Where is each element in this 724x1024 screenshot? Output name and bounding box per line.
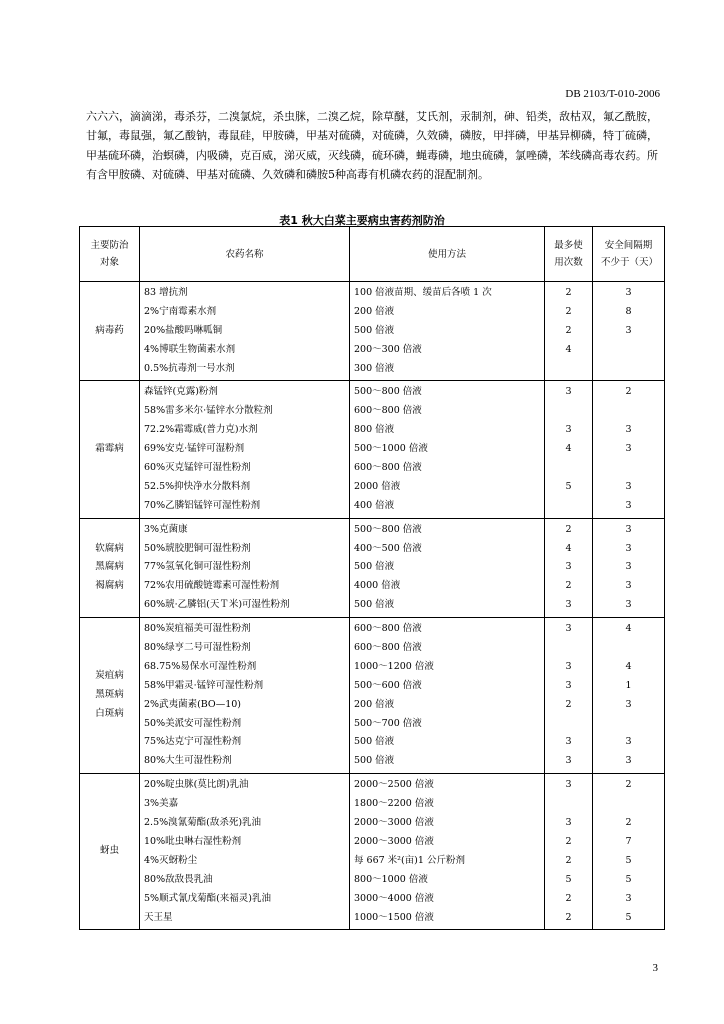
max-times-line: 2 <box>565 305 572 317</box>
pesticide-name-line: 80%炭疽福美可湿性粉剂 <box>144 623 251 635</box>
pesticide-name-line: 58%甲霜灵·锰锌可湿性粉剂 <box>144 679 264 691</box>
usage-method-line: 200 倍液 <box>354 305 395 317</box>
max-times-line: 2 <box>565 892 572 904</box>
safe-interval-line: 2 <box>625 817 632 829</box>
usage-method-line: 600～800 倍液 <box>354 462 422 474</box>
target-label: 黑腐病 <box>95 561 124 573</box>
usage-method-line: 600～800 倍液 <box>354 642 422 654</box>
safe-interval-line: 4 <box>625 623 632 635</box>
usage-method-line: 500 倍液 <box>354 736 395 748</box>
target-label: 褐腐病 <box>95 580 124 592</box>
safe-interval-line: 8 <box>625 305 632 317</box>
table-caption: 表1 秋大白菜主要病虫害药剂防治 <box>279 214 445 227</box>
target-cell <box>80 518 140 617</box>
safe-interval-cell <box>593 282 665 381</box>
pesticide-name-line: 3%克菌康 <box>144 523 188 535</box>
usage-method-line: 400 倍液 <box>354 499 395 511</box>
target-cell <box>80 381 140 518</box>
pesticide-name-line: 森锰锌(克露)粉剂 <box>144 386 218 398</box>
max-times-line: 4 <box>565 443 572 455</box>
table-row <box>80 518 665 617</box>
usage-method-line: 200～300 倍液 <box>354 343 422 355</box>
pesticide-name-line: 2.5%溴氰菊酯(敌杀死)乳油 <box>144 817 262 829</box>
usage-method-cell <box>350 381 545 518</box>
pesticide-name-line: 80%大生可湿性粉剂 <box>144 755 232 767</box>
safe-interval-line: 3 <box>625 755 632 767</box>
pesticide-name-line: 68.75%易保水可湿性粉剂 <box>144 660 257 672</box>
max-times-line: 3 <box>565 424 572 436</box>
safe-interval-line <box>593 715 664 734</box>
usage-method-cell <box>350 282 545 381</box>
max-times-line <box>545 459 592 478</box>
safe-interval-line <box>593 402 664 421</box>
max-times-line: 4 <box>565 343 572 355</box>
usage-method-line: 800 倍液 <box>354 424 395 436</box>
max-times-line: 2 <box>565 835 572 847</box>
usage-method-line: 200 倍液 <box>354 698 395 710</box>
header-target: 主要防治对象 <box>80 227 140 282</box>
max-times-line: 2 <box>565 911 572 923</box>
pesticide-name-cell <box>140 774 350 930</box>
header-method: 使用方法 <box>350 227 545 282</box>
usage-method-line: 500～800 倍液 <box>354 386 422 398</box>
usage-method-line: 300 倍液 <box>354 362 395 374</box>
usage-method-line: 2000 倍液 <box>354 480 401 492</box>
pesticide-name-line: 70%乙膦铝锰锌可湿性粉剂 <box>144 499 261 511</box>
max-times-line: 3 <box>565 623 572 635</box>
pesticide-name-line: 4%博联生物菌素水剂 <box>144 343 236 355</box>
usage-method-line: 1800～2200 倍液 <box>354 798 434 810</box>
pesticide-name-line: 72.2%霜霉威(普力克)水剂 <box>144 424 258 436</box>
usage-method-cell <box>350 518 545 617</box>
safe-interval-line: 3 <box>625 599 632 611</box>
safe-interval-line <box>593 639 664 658</box>
usage-method-line: 600～800 倍液 <box>354 405 422 417</box>
usage-method-line: 3000～4000 倍液 <box>354 892 434 904</box>
max-times-line: 3 <box>565 736 572 748</box>
max-times-line: 3 <box>565 679 572 691</box>
pesticide-name-line: 50%琥胶肥铜可湿性粉剂 <box>144 542 251 554</box>
safe-interval-line <box>593 795 664 814</box>
pesticide-name-line: 3%美嘉 <box>144 798 179 810</box>
safe-interval-line: 2 <box>625 386 632 398</box>
pesticide-name-line: 77%氢氧化铜可湿性粉剂 <box>144 561 251 573</box>
target-cell <box>80 774 140 930</box>
max-times-line: 5 <box>565 480 572 492</box>
max-times-line: 2 <box>565 523 572 535</box>
safe-interval-cell <box>593 618 665 774</box>
usage-method-line: 1000～1500 倍液 <box>354 911 434 923</box>
pesticide-name-cell <box>140 282 350 381</box>
pesticide-name-line: 2%武夷菌素(BO—10) <box>144 698 242 710</box>
safe-interval-line <box>593 341 664 360</box>
max-times-line: 5 <box>565 873 572 885</box>
max-times-line: 3 <box>565 755 572 767</box>
safe-interval-line: 3 <box>625 698 632 710</box>
usage-method-line: 500 倍液 <box>354 561 395 573</box>
usage-method-line: 100 倍液苗期、缓苗后各喷 1 次 <box>354 287 492 298</box>
target-cell <box>80 282 140 381</box>
max-times-cell <box>545 518 593 617</box>
safe-interval-line: 3 <box>625 736 632 748</box>
target-label: 炭疽病 <box>95 670 124 682</box>
usage-method-line: 2000～2500 倍液 <box>354 779 434 791</box>
pesticide-name-cell <box>140 618 350 774</box>
table-header-row <box>80 227 665 282</box>
safe-interval-line: 3 <box>625 892 632 904</box>
target-cell <box>80 618 140 774</box>
usage-method-line: 500～800 倍液 <box>354 523 422 535</box>
pesticide-name-line: 0.5%抗毒剂一号水剂 <box>144 362 235 374</box>
safe-interval-cell <box>593 518 665 617</box>
usage-method-cell <box>350 618 545 774</box>
usage-method-line: 4000 倍液 <box>354 580 401 592</box>
pesticide-name-line: 10%吡虫啉右湿性粉剂 <box>144 835 242 847</box>
max-times-line <box>545 360 592 379</box>
header-name: 农药名称 <box>140 227 350 282</box>
max-times-line: 3 <box>565 660 572 672</box>
usage-method-line: 500～1000 倍液 <box>354 443 428 455</box>
safe-interval-line: 3 <box>625 443 632 455</box>
page-number: 3 <box>652 962 658 974</box>
max-times-line <box>545 795 592 814</box>
max-times-line: 3 <box>565 599 572 611</box>
pesticide-name-line: 52.5%抑快净水分散料剂 <box>144 480 251 492</box>
safe-interval-line: 3 <box>625 542 632 554</box>
max-times-line: 2 <box>565 698 572 710</box>
safe-interval-line: 3 <box>625 561 632 573</box>
safe-interval-line: 3 <box>625 580 632 592</box>
usage-method-line: 500 倍液 <box>354 599 395 611</box>
max-times-line <box>545 402 592 421</box>
max-times-line: 3 <box>565 779 572 791</box>
usage-method-line: 600～800 倍液 <box>354 623 422 635</box>
target-label: 白斑病 <box>95 708 124 720</box>
max-times-line <box>545 715 592 734</box>
target-label: 病毒药 <box>95 324 124 336</box>
safe-interval-line: 5 <box>625 873 632 885</box>
pesticide-name-line: 58%雷多米尔·锰锌水分散粒剂 <box>144 405 273 417</box>
max-times-line: 2 <box>565 854 572 866</box>
safe-interval-cell <box>593 381 665 518</box>
safe-interval-line <box>593 360 664 379</box>
max-times-line: 3 <box>565 561 572 573</box>
max-times-cell <box>545 774 593 930</box>
pesticide-name-line: 2%宁南霉素水剂 <box>144 305 217 317</box>
table-row <box>80 618 665 774</box>
safe-interval-line: 3 <box>625 480 632 492</box>
pesticide-name-line: 50%美派安可湿性粉剂 <box>144 717 242 729</box>
usage-method-line: 2000～3000 倍液 <box>354 817 434 829</box>
pesticide-name-line: 60%琥·乙膦铝(天Ｔ米)可湿性粉剂 <box>144 599 290 611</box>
pesticide-name-line: 83 增抗剂 <box>144 287 188 298</box>
safe-interval-cell <box>593 774 665 930</box>
max-times-line: 3 <box>565 817 572 829</box>
max-times-cell <box>545 618 593 774</box>
header-interval: 安全间隔期不少于（天） <box>593 227 665 282</box>
safe-interval-line: 3 <box>625 287 632 298</box>
target-label: 霜霉病 <box>95 443 124 455</box>
max-times-cell <box>545 282 593 381</box>
pesticide-name-line: 80%绿亨二号可湿性粉剂 <box>144 642 251 654</box>
safe-interval-line: 3 <box>625 499 632 511</box>
max-times-line <box>545 497 592 516</box>
pesticide-name-line: 60%灭克锰锌可湿性粉剂 <box>144 462 251 474</box>
safe-interval-line: 7 <box>625 835 632 847</box>
safe-interval-line: 3 <box>625 424 632 436</box>
safe-interval-line: 1 <box>625 679 632 691</box>
usage-method-line: 500～700 倍液 <box>354 717 422 729</box>
table-row <box>80 282 665 381</box>
usage-method-line: 800～1000 倍液 <box>354 873 428 885</box>
max-times-line: 4 <box>565 542 572 554</box>
pesticide-name-cell <box>140 518 350 617</box>
document-code: DB 2103/T-010-2006 <box>565 88 660 100</box>
safe-interval-line: 3 <box>625 324 632 336</box>
pesticide-name-line: 20%啶虫脒(莫比朗)乳油 <box>144 779 249 791</box>
safe-interval-line: 3 <box>625 523 632 535</box>
max-times-line: 2 <box>565 580 572 592</box>
max-times-line: 2 <box>565 324 572 336</box>
safe-interval-line: 4 <box>625 660 632 672</box>
pesticide-name-line: 75%达克宁可湿性粉剂 <box>144 736 242 748</box>
pesticide-name-line: 4%灭蚜粉尘 <box>144 854 198 866</box>
target-label: 黑斑病 <box>95 689 124 701</box>
target-label: 蚜虫 <box>99 845 119 857</box>
usage-method-line: 400～500 倍液 <box>354 542 422 554</box>
table-row <box>80 381 665 518</box>
usage-method-line: 500 倍液 <box>354 324 395 336</box>
usage-method-line: 每 667 米²(亩)1 公斤粉剂 <box>354 854 465 866</box>
safe-interval-line: 5 <box>625 911 632 923</box>
pesticide-name-line: 69%安克·锰锌可湿粉剂 <box>144 443 245 455</box>
pesticide-name-line: 天王星 <box>144 911 173 923</box>
usage-method-line: 1000～1200 倍液 <box>354 660 434 672</box>
safe-interval-line: 2 <box>625 779 632 791</box>
usage-method-line: 2000～3000 倍液 <box>354 835 434 847</box>
safe-interval-line: 5 <box>625 854 632 866</box>
usage-method-line: 500 倍液 <box>354 755 395 767</box>
usage-method-line: 500～600 倍液 <box>354 679 422 691</box>
table-row <box>80 774 665 930</box>
pesticide-name-cell <box>140 381 350 518</box>
pesticide-name-line: 80%敌敌畏乳油 <box>144 873 213 885</box>
pesticide-name-line: 5%顺式氰戊菊酯(来福灵)乳油 <box>144 892 271 904</box>
header-max-times: 最多使用次数 <box>545 227 593 282</box>
pesticide-table <box>79 226 665 930</box>
pesticide-name-line: 72%农用硫酸链霉素可湿性粉剂 <box>144 580 280 592</box>
target-label: 软腐病 <box>95 542 124 554</box>
max-times-line <box>545 639 592 658</box>
intro-paragraph: 六六六，滴滴涕，毒杀芬，二溴氯烷，杀虫脒，二溴乙烷，除草醚，艾氏剂，汞制剂，砷、铅类，敌枯双，氟乙酰胺，甘氟，毒鼠强，氟乙酸钠，毒鼠硅，甲胺磷，甲基对硫磷，对硫磷，久效磷，磷胺，甲拌磷，甲基异柳磷，特丁硫磷，甲基硫环磷，治螟磷，内吸磷，克百威，涕灭威，灭线磷，硫环磷，蝇毒磷，地虫硫磷，氯唑磷，苯线磷高毒农药。所有含甲胺磷、对硫磷、甲基对硫磷、久效磷和磷胺5种高毒有机磷农药的混配制剂。 <box>86 110 658 182</box>
max-times-cell <box>545 381 593 518</box>
usage-method-cell <box>350 774 545 930</box>
max-times-line: 3 <box>565 386 572 398</box>
safe-interval-line <box>593 459 664 478</box>
max-times-line: 2 <box>565 287 572 298</box>
pesticide-name-line: 20%盐酸吗啉呱铜 <box>144 324 223 336</box>
